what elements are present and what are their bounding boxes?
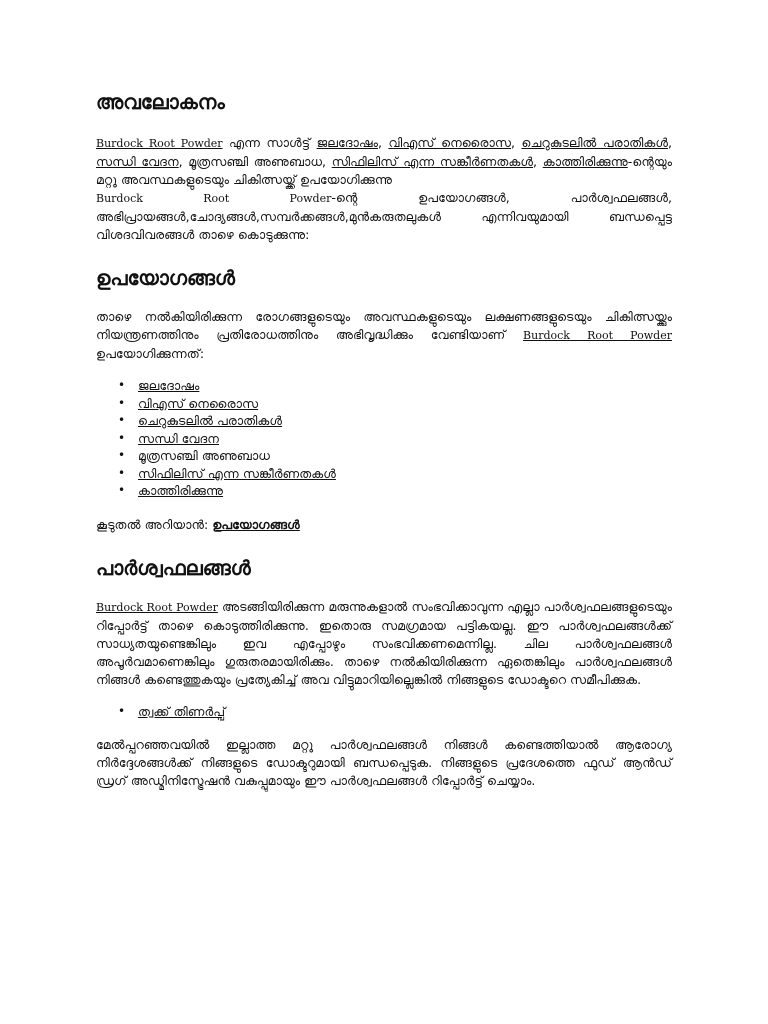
uses-paragraph <box>96 308 672 363</box>
product-link[interactable]: Burdock Root Powder <box>96 137 223 150</box>
overview-paragraph <box>96 134 672 189</box>
separator: , <box>511 135 522 150</box>
list-item <box>118 430 672 448</box>
uses-link-waiting[interactable]: കാത്തിരിക്കുന്നു <box>138 483 224 498</box>
separator: , <box>377 135 389 150</box>
uses-heading: ഉപയോഗങ്ങൾ <box>96 266 235 290</box>
product-name: Burdock Root Powder <box>96 192 332 205</box>
overview-paragraph-2 <box>96 189 672 244</box>
uses-list <box>96 377 672 500</box>
condition-link-intestine[interactable]: ചെറുകുടലിൽ പരാതികൾ <box>521 135 668 150</box>
list-item <box>118 703 672 721</box>
list-item <box>118 482 672 500</box>
bullet: • <box>118 448 126 462</box>
bullet: • <box>118 430 126 445</box>
side-effects-list <box>96 703 672 721</box>
bullet: • <box>118 483 126 497</box>
separator: , <box>533 154 543 169</box>
bullet: • <box>118 395 126 410</box>
condition-link-waiting[interactable]: കാത്തിരിക്കുന്നു <box>542 154 628 169</box>
uses-link-intestine[interactable]: ചെറുകുടലിൽ പരാതികൾ <box>138 413 283 428</box>
uses-text: താഴെ നൽകിയിരിക്കുന്ന രോഗങ്ങളുടെയും അവസ്ഥകളുടെയും ലക്ഷണങ്ങളുടെയും ചികിത്സയ്ക്കും നിയന്ത്രണത്തിനും പ്രതിരോധത്തിനും അഭിവൃദ്ധിക്കും വേണ്ടിയാണ് <box>96 309 672 342</box>
list-item <box>118 395 672 413</box>
overview-text: -ന്റെയും മറ്റു അവസ്ഥകളുടെയും ചികിത്സയ്ക്ക് ഉപയോഗിക്കുന്നു <box>96 154 672 187</box>
side-effects-paragraph-2: മേൽപ്പറഞ്ഞവയിൽ ഇല്ലാത്ത മറ്റു പാർശ്വഫലങ്ങൾ നിങ്ങൾ കണ്ടെത്തിയാൽ ആരോഗ്യ നിർദ്ദേശങ്ങൾക്ക് നിങ്ങളുടെ ഡോക്ടറുമായി ബന്ധപ്പെടുക. നിങ്ങളുടെ പ്രദേശത്തെ ഫുഡ് ആൻഡ് ഡ്രഗ് അഡ്മിനിസ്ട്രേഷൻ വകുപ്പുമായും ഈ പാർശ്വഫലങ്ങൾ റിപ്പോർട്ട് ചെയ്യാം. <box>96 737 672 788</box>
list-item <box>118 377 672 395</box>
bullet: • <box>118 465 126 480</box>
condition-link-viral[interactable]: വിഎസ് നെരൈാസ <box>388 135 512 150</box>
separator: , <box>667 135 672 150</box>
condition-link-joint-pain[interactable]: സന്ധി വേദന <box>96 154 179 169</box>
uses-link-viral[interactable]: വിഎസ് നെരൈാസ <box>138 395 259 411</box>
uses-link-cold[interactable]: ജലദോഷം <box>138 378 200 393</box>
side-effects-paragraph <box>96 598 672 689</box>
learn-more-link[interactable]: ഉപയോഗങ്ങൾ <box>212 516 300 532</box>
overview-text: -ന്റെ ഉപയോഗങ്ങൾ, പാർശ്വഫലങ്ങൾ, അഭിപ്രായങ്ങൾ,ചോദ്യങ്ങൾ,സമ്പർക്കങ്ങൾ,മുൻകരുതലുകൾ എന്നിവയുമായി ബന്ധപ്പെട്ട വിശദവിവരങ്ങൾ താഴെ കൊടുക്കുന്നു: <box>96 190 672 242</box>
uses-text-bladder: മൂത്രസഞ്ചി അണുബാധ <box>138 448 270 463</box>
side-effects-text: അടങ്ങിയിരിക്കുന്ന മരുന്നുകളാൽ സംഭവിക്കാവുന്ന എല്ലാ പാർശ്വഫലങ്ങളുടെയും റിപ്പോർട്ട് താഴെ കൊടുത്തിരിക്കുന്നു. ഇതൊരു സമഗ്രമായ പട്ടികയല്ല. ഈ പാർശ്വഫലങ്ങൾക്ക് സാധ്യതയുണ്ടെങ്കിലും ഇവ എപ്പോഴും സംഭവിക്കണമെന്നില്ല. ചില പാർശ്വഫലങ്ങൾ അപൂർവമാണെങ്കിലും ഗുരുതരമായിരിക്കും. താഴെ നൽകിയിരിക്കുന്ന ഏതെങ്കിലും പാർശ്വഫലങ്ങൾ നിങ്ങൾ കണ്ടെത്തുകയും പ്രത്യേകിച്ച് അവ വിട്ടുമാറിയില്ലെങ്കിൽ നിങ്ങളുടെ ഡോക്ടറെ സമീപിക്കുക. <box>96 598 672 687</box>
list-item <box>118 465 672 483</box>
uses-text: ഉപയോഗിക്കുന്നത്: <box>96 346 205 361</box>
overview-text: എന്ന സാൾട്ട് <box>222 135 317 150</box>
uses-link-joint-pain[interactable]: സന്ധി വേദന <box>138 430 219 446</box>
side-effect-link-rash[interactable]: ത്വക്ക് തിണർപ്പ് <box>138 703 226 719</box>
product-link[interactable]: Burdock Root Powder <box>523 329 672 342</box>
bullet: • <box>118 378 126 392</box>
condition-link-cold[interactable]: ജലദോഷം <box>316 135 378 150</box>
uses-link-syphilis[interactable]: സിഫിലിസ് എന്ന സങ്കീർണതകൾ <box>138 465 336 481</box>
product-link[interactable]: Burdock Root Powder <box>96 600 218 614</box>
side-effects-heading: പാർശ്വഫലങ്ങൾ <box>96 555 251 580</box>
overview-text: , മൂത്രസഞ്ചി അണുബാധ, <box>178 154 332 169</box>
list-item <box>118 412 672 430</box>
learn-more-label: കൂടുതൽ അറിയാൻ: <box>96 516 213 532</box>
learn-more <box>96 516 672 534</box>
page-title: അവലോകനം <box>96 90 225 114</box>
bullet: • <box>118 703 126 718</box>
bullet: • <box>118 413 126 427</box>
list-item <box>118 447 672 465</box>
condition-link-syphilis[interactable]: സിഫിലിസ് എന്ന സങ്കീർണതകൾ <box>331 154 534 169</box>
